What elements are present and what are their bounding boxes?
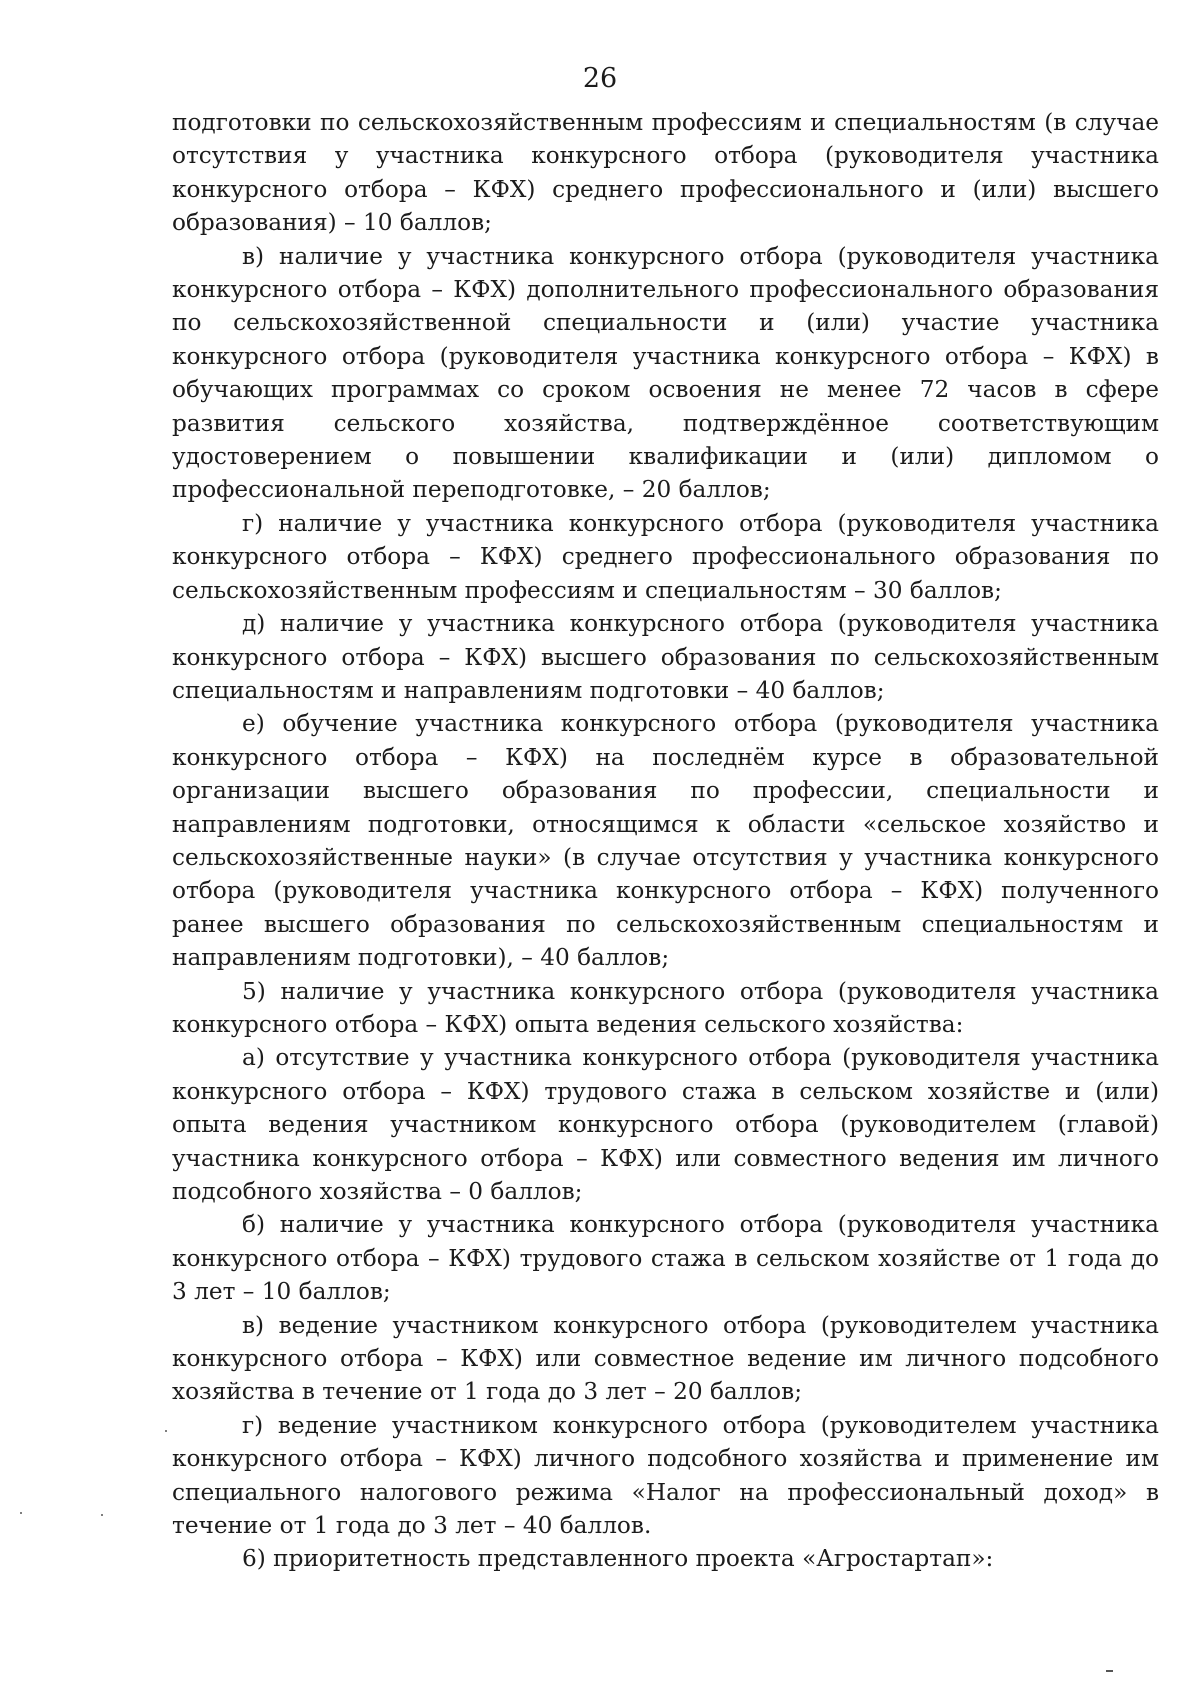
paragraph-continuation: подготовки по сельскохозяйственным профессиям и специальностям (в случае отсутствия у участника конкурсного отбора (руководителя участника конкурсного отбора – КФХ) среднего профессионального и (или) высшего образования) – 10 баллов; xyxy=(172,109,1159,237)
scan-speck xyxy=(101,1514,103,1516)
paragraph-item-v-additional-education: в) наличие у участника конкурсного отбора (руководителя участника конкурсного отбора – КФХ) дополнительного профессионального образования по сельскохозяйственной специальности и (или) участие участника конкурсного отбора (руководителя участника конкурсного отбора – КФХ) в обучающих программах со сроком освоения не менее 72 часов в сфере развития сельского хозяйства, подтверждённое соответствующим удостоверением о повышении квалификации и (или) дипломом о профессиональной переподготовке, – 20 баллов; xyxy=(172,242,1159,504)
paragraph-item-e-final-year-study: е) обучение участника конкурсного отбора (руководителя участника конкурсного отбора – КФХ) на последнём курсе в образовательной организации высшего образования по профессии, специальности и направлениям подготовки, относящимся к области «сельское хозяйство и сельскохозяйственные науки» (в случае отсутствия у участника конкурсного отбора (руководителя участника конкурсного отбора – КФХ) полученного ранее высшего образования по сельскохозяйственным специальностям и направлениям подготовки), – 40 баллов; xyxy=(172,710,1159,972)
scan-speck xyxy=(20,1512,22,1514)
scan-speck xyxy=(1106,1670,1113,1672)
paragraph-item-b-work-experience: б) наличие у участника конкурсного отбора (руководителя участника конкурсного отбора – КФХ) трудового стажа в сельском хозяйстве от 1 года до 3 лет – 10 баллов; xyxy=(172,1211,1159,1306)
page-number: 26 xyxy=(582,63,618,94)
paragraph-item-v-household-farming: в) ведение участником конкурсного отбора (руководителем участника конкурсного отбора – КФХ) или совместное ведение им личного подсобного хозяйства в течение от 1 года до 3 лет – 20 баллов; xyxy=(172,1311,1159,1406)
paragraph-item-g-secondary-education: г) наличие у участника конкурсного отбора (руководителя участника конкурсного отбора – КФХ) среднего профессионального образования по сельскохозяйственным профессиям и специальностям – 30 баллов; xyxy=(172,509,1159,604)
paragraph-item-5-farming-experience: 5) наличие у участника конкурсного отбора (руководителя участника конкурсного отбора – КФХ) опыта ведения сельского хозяйства: xyxy=(172,977,1159,1038)
paragraph-item-a-no-experience: а) отсутствие у участника конкурсного отбора (руководителя участника конкурсного отбора – КФХ) трудового стажа в сельском хозяйстве и (или) опыта ведения участником конкурсного отбора (руководителем (главой) участника конкурсного отбора – КФХ) или совместного ведения им личного подсобного хозяйства – 0 баллов; xyxy=(172,1044,1159,1205)
scan-speck xyxy=(165,1430,167,1432)
paragraph-item-d-higher-education: д) наличие у участника конкурсного отбора (руководителя участника конкурсного отбора – КФХ) высшего образования по сельскохозяйственным специальностям и направлениям подготовки – 40 баллов; xyxy=(172,610,1159,704)
paragraph-item-6-project-priority: 6) приоритетность представленного проекта «Агростартап»: xyxy=(242,1545,994,1573)
document-body xyxy=(172,106,1159,1576)
paragraph-item-g-household-farming-tax: г) ведение участником конкурсного отбора (руководителем участника конкурсного отбора – КФХ) личного подсобного хозяйства и применение им специального налогового режима «Налог на профессиональный доход» в течение от 1 года до 3 лет – 40 баллов. xyxy=(172,1411,1159,1540)
